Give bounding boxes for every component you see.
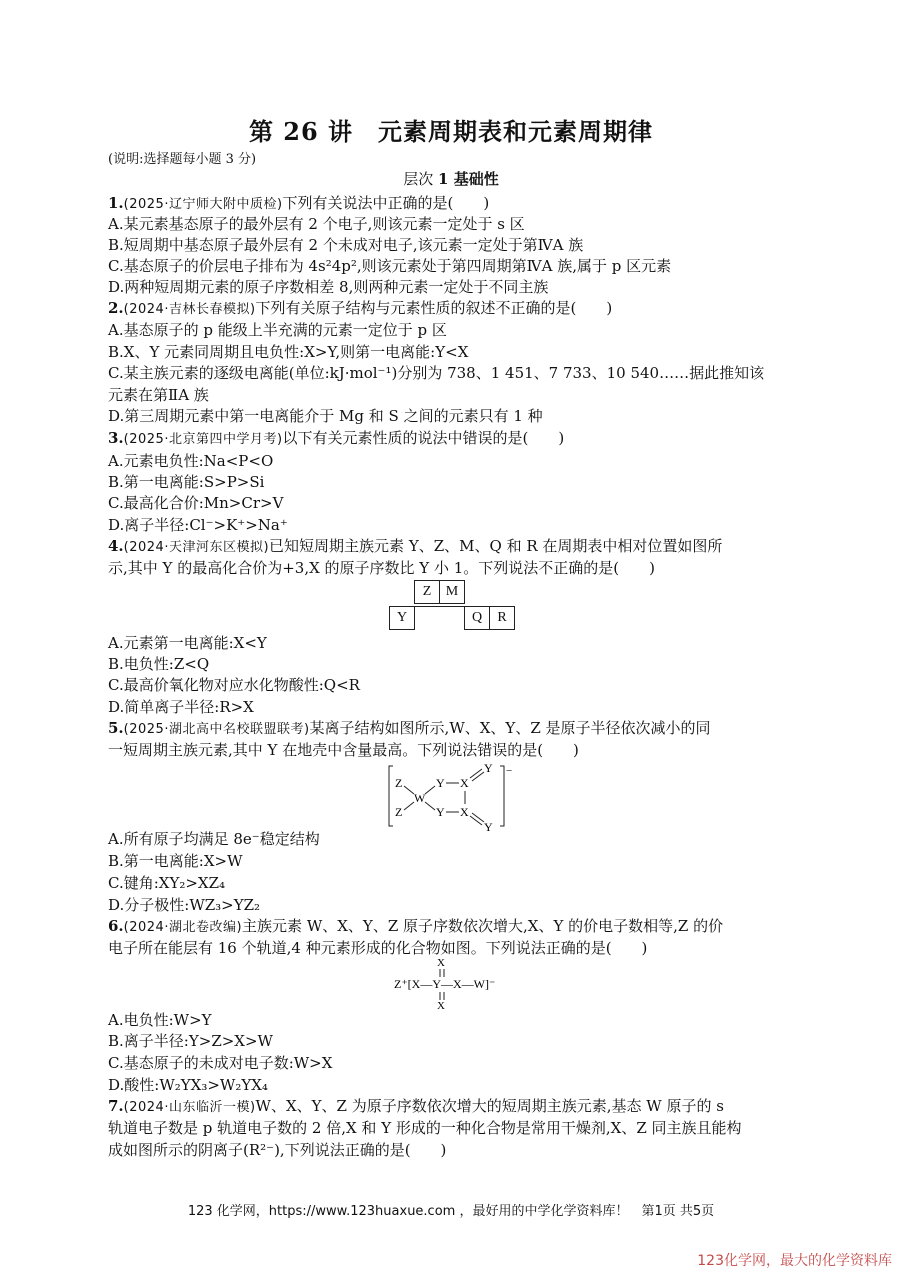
q1-question: 下列有关说法中正确的是( )	[282, 194, 490, 212]
q3-source: (2025·北京第四中学月考)	[123, 432, 283, 447]
level-heading	[0, 168, 902, 189]
q3-number: 3.	[108, 429, 124, 447]
q2-question: 下列有关原子结构与元素性质的叙述不正确的是( )	[255, 299, 613, 317]
q4-option-a: A.元素第一电离能:X<Y	[108, 634, 267, 652]
q6-stem-line1	[108, 915, 723, 939]
q6-option-d: D.酸性:W₂YX₃>W₂YX₄	[108, 1076, 268, 1094]
compound-formula: Z⁺[X—Y—X—W]⁻	[394, 977, 496, 991]
q7-question: W、X、Y、Z 为原子序数依次增大的短周期主族元素,基态 W 原子的 s	[255, 1097, 724, 1115]
q3-question: 以下有关元素性质的说法中错误的是( )	[282, 429, 565, 447]
periodic-cell-z: Z	[414, 580, 440, 604]
q4-option-b: B.电负性:Z<Q	[108, 655, 210, 673]
q3-option-c: C.最高化合价:Mn>Cr>V	[108, 494, 284, 512]
q7-number: 7.	[108, 1097, 124, 1115]
q4-option-d: D.简单离子半径:R>X	[108, 698, 254, 716]
bond-w-y1	[425, 786, 435, 794]
double-bond-x1-y3-a	[470, 769, 482, 778]
atom-z1: Z	[395, 776, 403, 790]
q4-stem-line1	[108, 535, 722, 559]
bond-z2-w	[404, 802, 414, 810]
ion-charge: −	[506, 765, 513, 777]
q1-number: 1.	[108, 194, 124, 212]
page-title: 第 26 讲 元素周期表和元素周期律	[248, 117, 654, 146]
q5-stem-line2: 一短周期主族元素,其中 Y 在地壳中含量最高。下列说法错误的是( )	[108, 741, 579, 759]
q4-stem-line2: 示,其中 Y 的最高化合价为+3,X 的原子序数比 Y 小 1。下列说法不正确的是( )	[108, 559, 655, 577]
q2-option-a: A.基态原子的 p 能级上半充满的元素一定位于 p 区	[108, 321, 447, 339]
periodic-cell-q: Q	[464, 606, 490, 630]
periodic-cell-r: R	[489, 606, 515, 630]
atom-bottom-x: X	[437, 1000, 445, 1010]
scoring-note: (说明:选择题每小题 3 分)	[108, 152, 257, 167]
q6-question: 主族元素 W、X、Y、Z 原子序数依次增大,X、Y 的价电子数相等,Z 的价	[242, 917, 724, 935]
periodic-cell-m: M	[439, 580, 465, 604]
q6-option-b: B.离子半径:Y>Z>X>W	[108, 1032, 273, 1050]
q5-ion-structure	[385, 760, 520, 832]
q2-option-c-line1: C.某主族元素的逐级电离能(单位:kJ·mol⁻¹)分别为 738、1 451、7 733、10 540……据此推知该	[108, 364, 765, 382]
atom-y2: Y	[436, 805, 445, 819]
q5-question: 某离子结构如图所示,W、X、Y、Z 是原子半径依次减小的同	[309, 719, 711, 737]
q5-stem-line1	[108, 717, 711, 741]
q2-source: (2024·吉林长春模拟)	[123, 302, 256, 317]
q5-option-b: B.第一电离能:X>W	[108, 852, 243, 870]
level-prefix: 层次	[403, 170, 439, 188]
double-bond-x2-y4-b	[472, 813, 484, 822]
atom-y3: Y	[484, 761, 493, 775]
q4-question: 已知短周期主族元素 Y、Z、M、Q 和 R 在周期表中相对位置如图所	[269, 537, 723, 555]
q6-source: (2024·湖北卷改编)	[123, 920, 243, 935]
q7-stem-line3: 成如图所示的阴离子(R²⁻),下列说法正确的是( )	[108, 1141, 447, 1159]
atom-z2: Z	[395, 805, 403, 819]
q3-option-b: B.第一电离能:S>P>Si	[108, 473, 265, 491]
q5-number: 5.	[108, 719, 124, 737]
q1-option-b: B.短周期中基态原子最外层有 2 个未成对电子,该元素一定处于第ⅣA 族	[108, 236, 584, 254]
q6-number: 6.	[108, 917, 124, 935]
q1-option-c: C.基态原子的价层电子排布为 4s²4p²,则该元素处于第四周期第ⅣA 族,属于 p 区元素	[108, 257, 672, 275]
atom-w: W	[414, 791, 426, 805]
q7-source: (2024·山东临沂一模)	[123, 1100, 256, 1115]
q2-number: 2.	[108, 299, 124, 317]
q6-option-c: C.基态原子的未成对电子数:W>X	[108, 1054, 333, 1072]
q6-stem-line2: 电子所在能层有 16 个轨道,4 种元素形成的化合物如图。下列说法正确的是( )	[108, 939, 648, 957]
q5-option-a: A.所有原子均满足 8e⁻稳定结构	[108, 830, 320, 848]
level-strong: 1 基础性	[438, 170, 499, 188]
q5-option-d: D.分子极性:WZ₃>YZ₂	[108, 896, 261, 914]
q1-option-d: D.两种短周期元素的原子序数相差 8,则两种元素一定处于不同主族	[108, 278, 549, 296]
q5-source: (2025·湖北高中名校联盟联考)	[123, 722, 310, 737]
q7-stem-line1	[108, 1095, 724, 1119]
q1-option-a: A.某元素基态原子的最外层有 2 个电子,则该元素一定处于 s 区	[108, 215, 525, 233]
bond-z1-w	[404, 786, 414, 794]
q7-stem-line2: 轨道电子数是 p 轨道电子数的 2 倍,X 和 Y 形成的一种化合物是常用干燥剂,X、Z 同主族且能构	[108, 1119, 742, 1137]
q4-number: 4.	[108, 537, 124, 555]
page-footer: 123 化学网，https://www.123huaxue.com ，最好用的中学化学资料库！ 第1页 共5页	[187, 1204, 715, 1219]
atom-x1: X	[460, 776, 469, 790]
q5-option-c: C.键角:XY₂>XZ₄	[108, 874, 226, 892]
q6-compound-structure	[390, 955, 520, 1010]
site-watermark: 123化学网，最大的化学资料库	[697, 1253, 892, 1269]
q2-option-c-line2: 元素在第ⅡA 族	[108, 386, 209, 404]
q3-option-a: A.元素电负性:Na<P<O	[108, 452, 274, 470]
q2-option-b: B.X、Y 元素同周期且电负性:X>Y,则第一电离能:Y<X	[108, 343, 469, 361]
atom-y4: Y	[484, 820, 493, 832]
double-bond-x2-y4-a	[470, 816, 482, 825]
q1-source: (2025·辽宁师大附中质检)	[123, 197, 283, 212]
q2-option-d: D.第三周期元素中第一电离能介于 Mg 和 S 之间的元素只有 1 种	[108, 407, 543, 425]
atom-top-x: X	[437, 957, 445, 969]
right-bracket	[500, 766, 504, 826]
q3-stem	[108, 427, 564, 451]
double-bond-x1-y3-b	[472, 772, 484, 781]
q6-option-a: A.电负性:W>Y	[108, 1011, 212, 1029]
periodic-cell-y: Y	[389, 606, 415, 630]
left-bracket	[389, 766, 393, 826]
atom-x2: X	[460, 805, 469, 819]
periodic-table-gap	[414, 606, 464, 631]
q4-option-c: C.最高价氧化物对应水化物酸性:Q<R	[108, 676, 360, 694]
bond-w-y2	[425, 802, 435, 810]
atom-y1: Y	[436, 776, 445, 790]
q3-option-d: D.离子半径:Cl⁻>K⁺>Na⁺	[108, 516, 288, 534]
q4-source: (2024·天津河东区模拟)	[123, 540, 270, 555]
q2-stem	[108, 297, 612, 321]
